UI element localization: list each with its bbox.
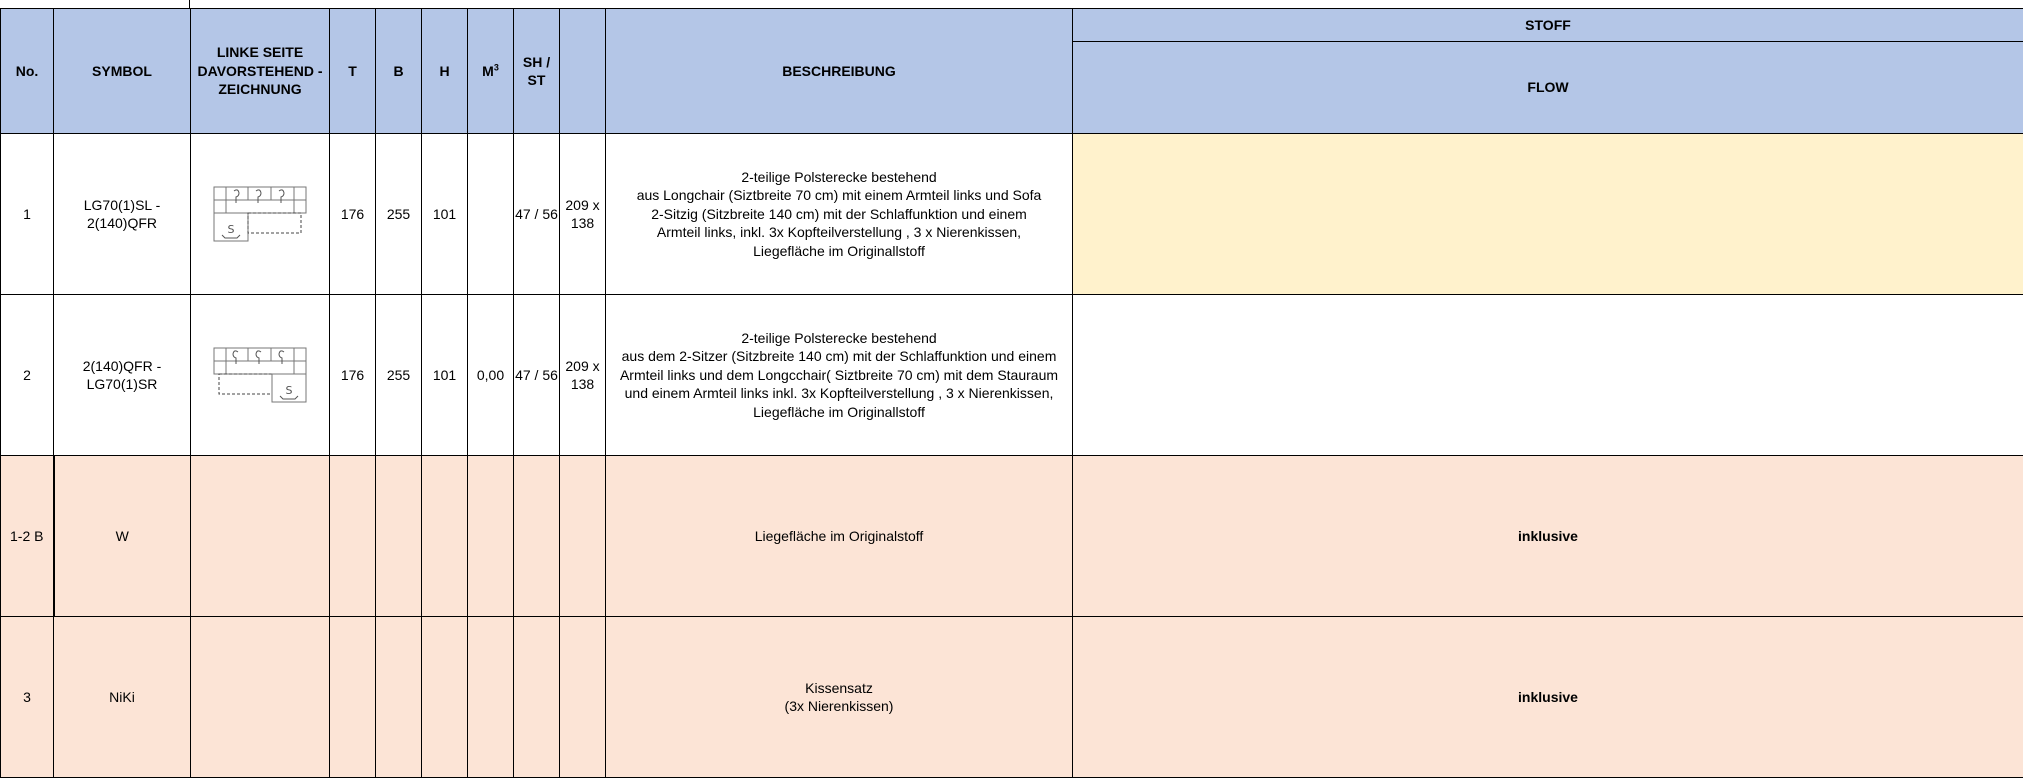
- row-t: 176: [330, 134, 376, 295]
- row-m3: [468, 617, 514, 778]
- corner-sofa-longchair-left-drawing-icon: [191, 134, 330, 295]
- row-lf: [560, 456, 606, 617]
- row-flow-price: [1073, 295, 2023, 456]
- row-t: [330, 456, 376, 617]
- row-lf: 209 x 138: [560, 295, 606, 456]
- row-sh-st: [514, 617, 560, 778]
- svg-text:S: S: [286, 384, 293, 397]
- header-t: T: [330, 9, 376, 134]
- row-b: 255: [376, 134, 422, 295]
- row-b: 255: [376, 295, 422, 456]
- row-lf: [560, 617, 606, 778]
- header-m3-base: M: [482, 63, 494, 79]
- row-m3: [468, 456, 514, 617]
- header-h: H: [422, 9, 468, 134]
- row-symbol: W: [54, 456, 191, 617]
- row-description: 2-teilige Polsterecke bestehend aus dem 2-Sitzer (Sitzbreite 140 cm) mit der Schlaffunktion und einem Armteil links und dem Longcchair( Siztbreite 70 cm) mit dem Stauraum und einem Armteil links inkl. 3x Kopfteilverstellung , 3 x Nierenkissen, Liegefläche im Originallstoff: [606, 295, 1073, 456]
- row-flow-price: [1073, 134, 2023, 295]
- row-no: 3: [1, 617, 54, 778]
- row-lf: 209 x 138: [560, 134, 606, 295]
- row-drawing-empty: [191, 456, 330, 617]
- row-symbol: LG70(1)SL - 2(140)QFR: [54, 134, 191, 295]
- table-row: [1, 617, 2023, 778]
- row-h: 101: [422, 134, 468, 295]
- header-b: B: [376, 9, 422, 134]
- row-no: 2: [1, 295, 54, 456]
- row-description: Liegefläche im Originalstoff: [606, 456, 1073, 617]
- product-table: [0, 8, 2023, 778]
- row-no: 1: [1, 134, 54, 295]
- table-row: [1, 134, 2023, 295]
- row-b: [376, 617, 422, 778]
- row-description: 2-teilige Polsterecke bestehend aus Longchair (Siztbreite 70 cm) mit einem Armteil links und Sofa 2-Sitzig (Sitzbreite 140 cm) mit der Schlaffunktion und einem Armteil links, inkl. 3x Kopfteilverstellung , 3 x Nierenkissen, Liegefläche im Originallstoff: [606, 134, 1073, 295]
- header-stoff: STOFF: [1073, 9, 2023, 42]
- row-m3: 0,00: [468, 295, 514, 456]
- table-row: [1, 295, 2023, 456]
- header-flow: FLOW: [1073, 42, 2023, 134]
- row-t: [330, 617, 376, 778]
- row-no: 1-2 B: [1, 456, 54, 617]
- row-sh-st: 47 / 56: [514, 295, 560, 456]
- row-sh-st: [514, 456, 560, 617]
- header-drawing: LINKE SEITE DAVORSTEHEND - ZEICHNUNG: [191, 9, 330, 134]
- row-drawing-empty: [191, 617, 330, 778]
- header-description: BESCHREIBUNG: [606, 9, 1073, 134]
- row-sh-st: 47 / 56: [514, 134, 560, 295]
- table-row: [1, 456, 2023, 617]
- header-m3: [468, 9, 514, 134]
- row-flow-inklusive: inklusive: [1073, 617, 2023, 778]
- row-h: [422, 456, 468, 617]
- row-flow-inklusive: inklusive: [1073, 456, 2023, 617]
- header-lf: [560, 9, 606, 134]
- row-h: 101: [422, 295, 468, 456]
- corner-sofa-longchair-right-drawing-icon: [191, 295, 330, 456]
- row-description: Kissensatz (3x Nierenkissen): [606, 617, 1073, 778]
- row-h: [422, 617, 468, 778]
- row-b: [376, 456, 422, 617]
- header-symbol: SYMBOL: [54, 9, 191, 134]
- svg-text:S: S: [228, 223, 235, 236]
- header-no: No.: [1, 9, 54, 134]
- row-t: 176: [330, 295, 376, 456]
- row-m3: [468, 134, 514, 295]
- header-m3-sup: 3: [494, 62, 499, 72]
- header-sh-st: SH / ST: [514, 9, 560, 134]
- row-symbol: 2(140)QFR - LG70(1)SR: [54, 295, 191, 456]
- header-row-1: [1, 9, 2023, 42]
- row-symbol: NiKi: [54, 617, 191, 778]
